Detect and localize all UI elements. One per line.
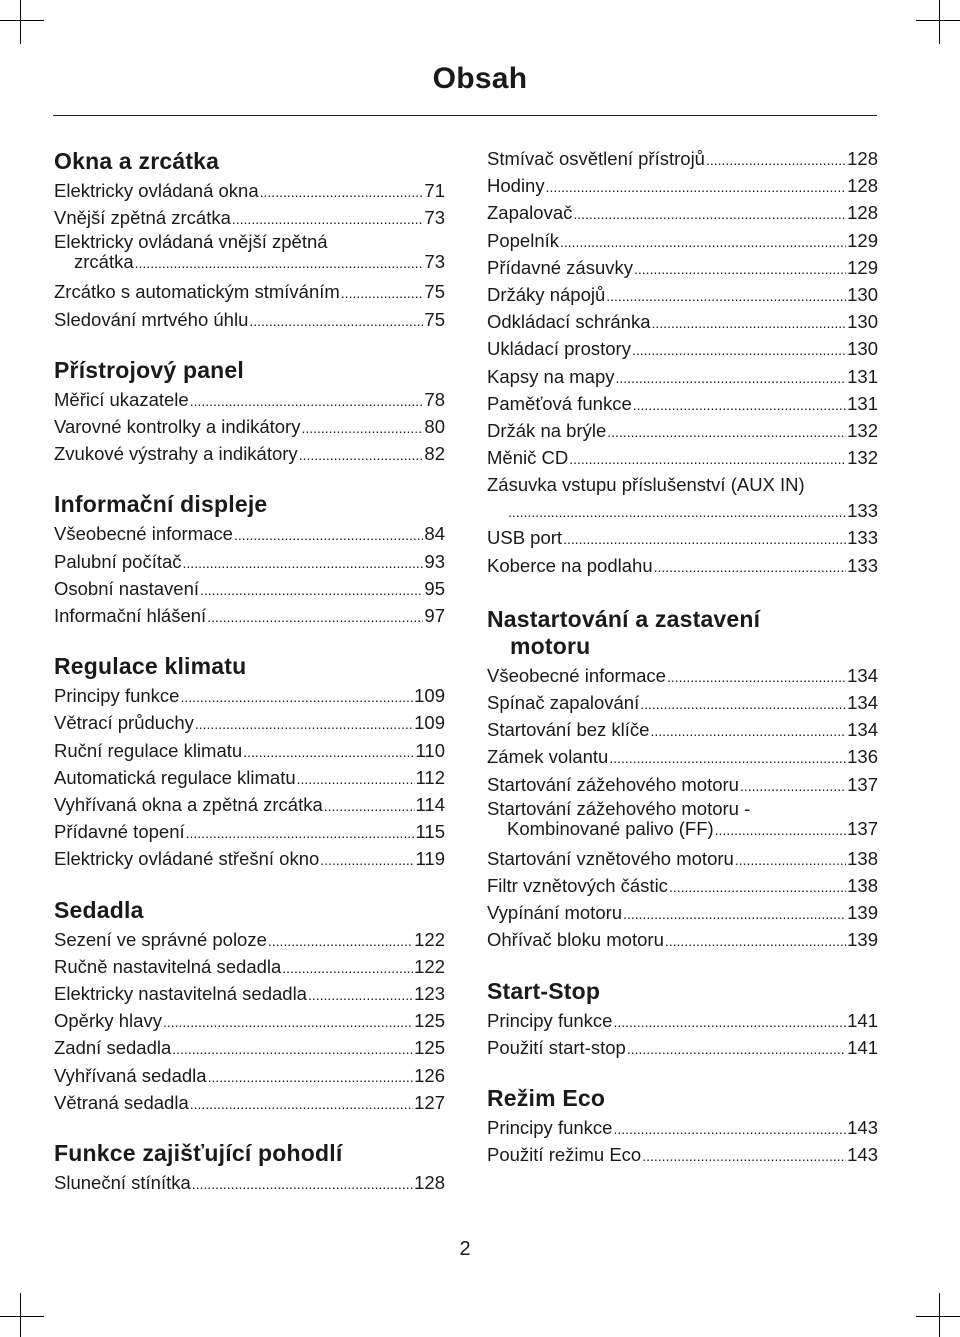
toc-leader-dots	[569, 445, 846, 472]
toc-entry-label: Principy funkce	[487, 1117, 613, 1139]
toc-page-number: 133	[847, 527, 878, 549]
toc-page-number: 109	[414, 685, 445, 707]
toc-page-number: 139	[847, 902, 878, 924]
toc-entry-label: Startování zážehového motoru	[487, 773, 739, 795]
toc-section-title[interactable]	[54, 897, 445, 924]
toc-section-title-text: Okna a zrcátka	[54, 148, 220, 174]
toc-entry-label: Měnič CD	[487, 447, 569, 469]
toc-section-title[interactable]	[487, 606, 878, 660]
toc-entry[interactable]	[54, 521, 445, 548]
toc-entry-label: Sluneční stínítka	[54, 1172, 191, 1194]
toc-entry[interactable]	[54, 710, 445, 737]
toc-leader-dots	[249, 307, 423, 334]
toc-entry-label: Sledování mrtvého úhlu	[54, 308, 249, 330]
toc-leader-dots	[207, 603, 423, 630]
toc-entry-label: Kapsy na mapy	[487, 365, 615, 387]
toc-page-number: 132	[847, 447, 878, 469]
toc-entry-label: Principy funkce	[487, 1009, 613, 1031]
toc-page-number: 112	[415, 766, 445, 788]
toc-leader-dots	[633, 391, 846, 418]
toc-entry[interactable]	[487, 1115, 878, 1142]
crop-mark-bottom-left-v	[20, 1293, 21, 1337]
toc-entry[interactable]	[54, 765, 445, 792]
toc-entry[interactable]	[487, 498, 878, 525]
toc-leader-dots	[234, 521, 423, 548]
toc-entry[interactable]	[54, 279, 445, 306]
toc-entry-label: Větrací průduchy	[54, 712, 194, 734]
toc-entry[interactable]	[487, 717, 878, 744]
toc-entry-label: Koberce na podlahu	[487, 554, 653, 576]
toc-entry-label: Elektricky ovládaná okna	[54, 180, 259, 201]
toc-section-title[interactable]	[54, 491, 445, 518]
toc-entry[interactable]	[54, 981, 445, 1008]
toc-entry-label: Popelník	[487, 229, 559, 251]
toc-entry-label: zrcátka	[74, 251, 134, 273]
toc-section-title-text: Start-Stop	[487, 977, 601, 1004]
toc-entry-label: Startování vznětového motoru	[487, 847, 734, 869]
toc-entry[interactable]	[54, 792, 445, 819]
toc-leader-dots	[665, 927, 846, 954]
title-divider	[53, 115, 877, 116]
toc-page-number: 122	[414, 955, 445, 977]
toc-leader-dots	[706, 146, 846, 173]
toc-section-title-text: Nastartování a zastavení	[487, 605, 761, 632]
toc-entry[interactable]	[487, 173, 878, 200]
toc-entry-label: Ručně nastavitelná sedadla	[54, 955, 282, 977]
toc-page-number: 137	[847, 817, 878, 839]
toc-entry-label: Ohřívač bloku motoru	[487, 929, 664, 951]
toc-entry-multiline[interactable]	[487, 472, 878, 525]
toc-leader-dots	[640, 690, 846, 717]
toc-section	[487, 1085, 878, 1169]
toc-entry-label: Vyhřívaná okna a zpětná zrcátka	[54, 794, 323, 816]
toc-entry-label: Vyhřívaná sedadla	[54, 1064, 207, 1086]
toc-page-number: 131	[847, 365, 878, 387]
toc-entry[interactable]	[54, 1008, 445, 1035]
toc-entry-label: Hodiny	[487, 175, 545, 197]
toc-entry[interactable]	[54, 1035, 445, 1062]
page-title: Obsah	[432, 62, 528, 95]
toc-page-number: 137	[847, 773, 878, 795]
crop-mark-top-right-v	[939, 0, 940, 44]
toc-entry[interactable]	[487, 282, 878, 309]
toc-page-number: 128	[847, 175, 878, 197]
toc-entry[interactable]	[487, 1035, 878, 1062]
toc-page-number: 119	[415, 848, 445, 870]
toc-leader-dots	[200, 576, 423, 603]
toc-entry[interactable]	[487, 146, 878, 173]
toc-leader-dots	[652, 309, 847, 336]
toc-section-title[interactable]	[54, 1140, 445, 1167]
toc-entry[interactable]	[54, 178, 445, 205]
toc-leader-dots	[609, 744, 846, 771]
toc-entry-multiline[interactable]	[487, 799, 878, 840]
toc-entry[interactable]	[54, 846, 445, 873]
toc-section-title[interactable]	[487, 1085, 878, 1112]
toc-section	[54, 491, 445, 630]
toc-entry[interactable]	[487, 336, 878, 363]
toc-leader-dots	[650, 717, 846, 744]
toc-page-number: 123	[414, 983, 445, 1005]
toc-entry-label: Automatická regulace klimatu	[54, 766, 296, 788]
toc-entry[interactable]	[487, 553, 878, 580]
toc-leader-dots	[135, 252, 424, 273]
toc-page-number: 129	[847, 229, 878, 251]
toc-entry[interactable]	[487, 772, 878, 799]
toc-page-number: 134	[847, 692, 878, 714]
toc-entry[interactable]	[54, 1063, 445, 1090]
toc-page-number: 131	[847, 392, 878, 414]
toc-page-number: 126	[414, 1064, 445, 1086]
toc-entry[interactable]	[487, 819, 878, 840]
toc-entry[interactable]	[487, 309, 878, 336]
toc-entry[interactable]	[54, 1090, 445, 1117]
toc-section-title[interactable]	[54, 653, 445, 680]
toc-entry-label: Použití start-stop	[487, 1036, 626, 1058]
page-number: 2	[459, 1238, 471, 1260]
toc-entry-label: Měřicí ukazatele	[54, 388, 189, 410]
toc-entry-label: Vnější zpětná zrcátka	[54, 207, 231, 229]
toc-section-title-text: Režim Eco	[487, 1085, 606, 1112]
toc-page-number: 141	[847, 1009, 878, 1031]
toc-leader-dots	[268, 927, 413, 954]
toc-entry[interactable]	[487, 1142, 878, 1169]
toc-leader-dots	[607, 418, 846, 445]
toc-entry[interactable]	[487, 391, 878, 418]
toc-page-number: 143	[847, 1144, 878, 1166]
toc-entry-label: Ruční regulace klimatu	[54, 739, 243, 761]
toc-entry[interactable]	[487, 690, 878, 717]
toc-entry-label: Přídavné zásuvky	[487, 256, 634, 278]
toc-entry-label: Všeobecné informace	[54, 523, 233, 545]
toc-leader-dots	[560, 228, 846, 255]
toc-page-number: 73	[424, 207, 445, 229]
toc-entry-label: Varovné kontrolky a indikátory	[54, 416, 301, 438]
toc-leader-dots	[320, 846, 414, 873]
toc-section-title-text-line2: motoru	[510, 632, 591, 659]
toc-page-number: 136	[847, 746, 878, 768]
toc-page-number: 134	[847, 664, 878, 686]
toc-page-number: 73	[424, 251, 445, 273]
toc-page-number: 143	[847, 1117, 878, 1139]
toc-section-title-text: Informační displeje	[54, 491, 268, 518]
toc-section	[54, 653, 445, 873]
toc-entry-label: Startování bez klíče	[487, 719, 650, 741]
toc-entry[interactable]	[487, 445, 878, 472]
toc-entry-label: Přídavné topení	[54, 821, 185, 843]
toc-leader-dots	[186, 819, 415, 846]
toc-entry-label: Kombinované palivo (FF)	[507, 817, 714, 839]
toc-entry-label: Držáky nápojů	[487, 284, 606, 306]
toc-leader-dots	[632, 336, 846, 363]
toc-page-number: 132	[847, 420, 878, 442]
toc-leader-dots	[183, 549, 424, 576]
toc-entry-label: Držák na brýle	[487, 420, 607, 442]
toc-page-number: 128	[847, 148, 878, 169]
toc-section	[487, 978, 878, 1062]
toc-entry-label: Větraná sedadla	[54, 1091, 189, 1113]
crop-mark-top-right-h	[916, 20, 960, 21]
toc-entry-label: Paměťová funkce	[487, 392, 632, 414]
toc-entry-label: Sezení ve správné poloze	[54, 928, 267, 950]
crop-mark-bottom-left-h	[0, 1316, 44, 1317]
toc-entry-label: Odkládací schránka	[487, 311, 651, 333]
toc-entry-label: Spínač zapalování	[487, 692, 640, 714]
toc-entry-label-line1: Elektricky ovládaná vnější zpětná	[54, 231, 328, 253]
toc-entry-label-line1: Zásuvka vstupu příslušenství (AUX IN)	[487, 474, 805, 496]
toc-entry-label: Zrcátko s automatickým stmíváním	[54, 281, 340, 303]
toc-entry[interactable]	[487, 744, 878, 771]
toc-page-number: 130	[847, 338, 878, 360]
toc-page-number: 138	[847, 847, 878, 869]
toc-section-title[interactable]	[487, 978, 878, 1005]
toc-page-number: 110	[415, 739, 445, 761]
toc-leader-dots	[613, 1008, 846, 1035]
toc-entry-label: Ukládací prostory	[487, 338, 631, 360]
toc-section-continued	[487, 146, 878, 580]
toc-entry[interactable]	[487, 228, 878, 255]
toc-page-number: 127	[414, 1091, 445, 1113]
toc-page-number: 133	[847, 554, 878, 576]
crop-mark-bottom-right-h	[916, 1316, 960, 1317]
toc-leader-dots	[740, 772, 846, 799]
toc-entry[interactable]	[54, 387, 445, 414]
toc-leader-dots	[163, 1008, 413, 1035]
toc-entry[interactable]	[487, 900, 878, 927]
toc-page-number: 122	[414, 928, 445, 950]
toc-page-number: 125	[414, 1010, 445, 1032]
toc-leader-dots	[324, 792, 415, 819]
toc-section	[487, 606, 878, 955]
toc-entry-label: Informační hlášení	[54, 605, 207, 627]
toc-entry[interactable]	[54, 738, 445, 765]
toc-page-number: 78	[424, 388, 445, 410]
toc-leader-dots	[299, 441, 424, 468]
toc-page-number: 138	[847, 875, 878, 897]
toc-entry[interactable]	[54, 603, 445, 630]
toc-page-number: 84	[424, 523, 445, 545]
toc-leader-dots	[667, 663, 846, 690]
toc-entry-label: Elektricky ovládané střešní okno	[54, 848, 320, 870]
toc-entry-label: Zadní sedadla	[54, 1037, 172, 1059]
toc-entry[interactable]	[487, 873, 878, 900]
toc-entry[interactable]	[54, 819, 445, 846]
toc-leader-dots	[613, 1115, 846, 1142]
toc-leader-dots	[243, 738, 414, 765]
toc-leader-dots	[606, 282, 846, 309]
toc-page-number: 114	[415, 794, 445, 816]
toc-section-title-text: Přístrojový panel	[54, 356, 245, 383]
toc-leader-dots	[573, 200, 846, 227]
toc-leader-dots	[546, 173, 847, 200]
toc-entry[interactable]	[54, 576, 445, 603]
toc-leader-dots	[208, 1063, 414, 1090]
toc-page-number: 133	[847, 500, 878, 522]
crop-mark-bottom-right-v	[939, 1293, 940, 1337]
toc-entry[interactable]	[54, 549, 445, 576]
toc-section-title-text: Funkce zajišťující pohodlí	[54, 1140, 343, 1167]
toc-entry[interactable]	[487, 255, 878, 282]
toc-page-number: 130	[847, 311, 878, 333]
toc-page-number: 115	[415, 821, 445, 843]
toc-left-column	[54, 148, 445, 1220]
toc-entry[interactable]	[487, 846, 878, 873]
toc-section	[54, 1140, 445, 1197]
toc-section	[54, 897, 445, 1117]
toc-entry[interactable]	[54, 414, 445, 441]
toc-leader-dots	[623, 900, 846, 927]
crop-mark-top-left-h	[0, 20, 44, 21]
toc-entry-label: Zvukové výstrahy a indikátory	[54, 443, 298, 465]
toc-leader-dots	[301, 414, 423, 441]
toc-entry[interactable]	[487, 663, 878, 690]
toc-entry[interactable]	[54, 307, 445, 334]
toc-page-number: 130	[847, 284, 878, 306]
toc-entry[interactable]	[487, 364, 878, 391]
toc-leader-dots	[190, 1090, 413, 1117]
toc-leader-dots	[616, 364, 847, 391]
toc-entry[interactable]	[487, 525, 878, 552]
toc-leader-dots	[180, 683, 413, 710]
toc-entry-label: Všeobecné informace	[487, 664, 666, 686]
toc-leader-dots	[634, 255, 846, 282]
toc-page-number: 134	[847, 719, 878, 741]
toc-entry[interactable]	[487, 1008, 878, 1035]
toc-leader-dots	[282, 954, 413, 981]
toc-page-number: 93	[424, 550, 445, 572]
toc-entry[interactable]	[487, 200, 878, 227]
toc-entry-label: Zámek volantu	[487, 746, 609, 768]
toc-section	[54, 357, 445, 469]
toc-entry[interactable]	[54, 205, 445, 232]
toc-leader-dots	[308, 981, 413, 1008]
toc-leader-dots	[190, 387, 424, 414]
toc-page-number: 75	[424, 308, 445, 330]
toc-leader-dots	[172, 1035, 413, 1062]
crop-mark-top-left-v	[20, 0, 21, 44]
toc-entry[interactable]	[54, 252, 445, 273]
toc-leader-dots	[735, 846, 846, 873]
toc-entry-label: Osobní nastavení	[54, 577, 200, 599]
toc-entry-label: Zapalovač	[487, 202, 573, 224]
toc-leader-dots	[563, 525, 846, 552]
toc-leader-dots	[195, 710, 413, 737]
toc-leader-dots	[192, 1170, 413, 1197]
toc-leader-dots	[341, 279, 424, 306]
toc-page-number: 95	[424, 577, 445, 599]
toc-page-number: 97	[424, 605, 445, 627]
toc-page-number: 129	[847, 256, 878, 278]
toc-leader-dots	[627, 1035, 846, 1062]
toc-entry-label: USB port	[487, 527, 563, 549]
toc-section-title[interactable]	[54, 357, 445, 384]
toc-right-column	[487, 146, 878, 1192]
toc-entry-label: Vypínání motoru	[487, 902, 623, 924]
toc-page-number: 128	[414, 1172, 445, 1194]
toc-page-number: 75	[424, 281, 445, 303]
toc-leader-dots	[642, 1142, 846, 1169]
toc-leader-dots	[232, 205, 424, 232]
toc-page-number: 141	[847, 1036, 878, 1058]
toc-entry-label: Opěrky hlavy	[54, 1010, 162, 1032]
toc-page-number: 82	[424, 443, 445, 465]
toc-entry[interactable]	[487, 927, 878, 954]
toc-leader-dots	[669, 873, 846, 900]
toc-entry[interactable]	[54, 954, 445, 981]
toc-leader-dots	[508, 498, 846, 525]
toc-entry-label: Principy funkce	[54, 685, 180, 707]
toc-leader-dots	[260, 178, 424, 205]
toc-page-number: 109	[414, 712, 445, 734]
toc-entry-multiline[interactable]	[54, 232, 445, 273]
toc-section-title-text: Regulace klimatu	[54, 653, 247, 680]
toc-section-title-text: Sedadla	[54, 896, 144, 923]
toc-page-number: 139	[847, 929, 878, 951]
toc-entry[interactable]	[54, 441, 445, 468]
toc-page-number: 128	[847, 202, 878, 224]
toc-page-number: 71	[424, 180, 445, 201]
toc-entry[interactable]	[54, 927, 445, 954]
toc-section-title[interactable]	[54, 148, 445, 175]
toc-leader-dots	[654, 553, 847, 580]
toc-entry-label: Použití režimu Eco	[487, 1144, 642, 1166]
toc-leader-dots	[297, 765, 415, 792]
toc-entry[interactable]	[54, 1170, 445, 1197]
toc-entry[interactable]	[54, 683, 445, 710]
toc-entry-label: Filtr vznětových částic	[487, 875, 668, 897]
toc-entry-label: Palubní počítač	[54, 550, 182, 572]
toc-entry-label-line1: Startování zážehového motoru -	[487, 797, 751, 819]
toc-page-number: 125	[414, 1037, 445, 1059]
toc-entry[interactable]	[487, 418, 878, 445]
toc-entry-label: Elektricky nastavitelná sedadla	[54, 983, 307, 1005]
toc-leader-dots	[715, 819, 846, 840]
toc-page-number: 80	[424, 416, 445, 438]
toc-section	[54, 148, 445, 334]
toc-entry-label: Stmívač osvětlení přístrojů	[487, 148, 705, 169]
